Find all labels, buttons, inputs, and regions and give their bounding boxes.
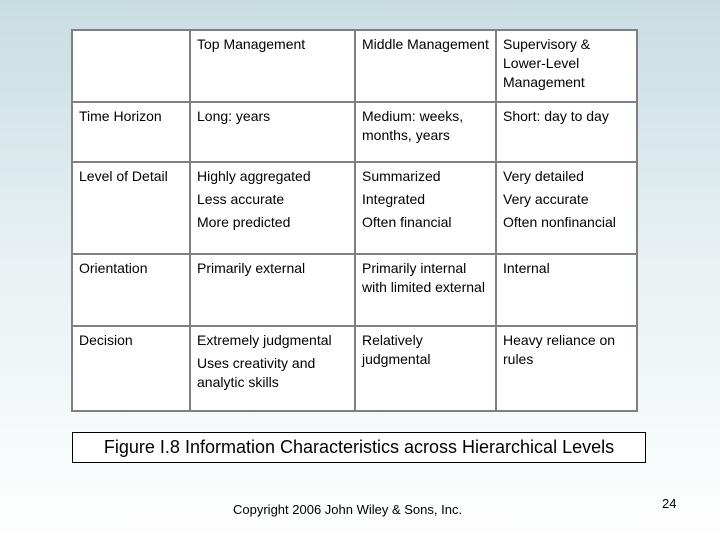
cell-line: Internal [503,260,550,276]
cell-line: Medium: weeks, months, years [362,108,464,143]
cell-line: Integrated [362,191,426,207]
row-label: Decision [72,326,190,411]
table-cell [496,326,637,411]
cell-line: Often financial [362,214,452,230]
cell-line: Often nonfinancial [503,214,616,230]
copyright-text: Copyright 2006 John Wiley & Sons, Inc. [233,502,463,517]
table-cell [355,326,496,411]
table-cell [190,162,355,254]
table-cell [190,102,355,162]
row-label: Time Horizon [72,102,190,162]
table-cell [190,254,355,326]
cell-line: Summarized [362,168,441,184]
cell-line: Very accurate [503,191,589,207]
cell-line: Extremely judgmental [197,332,332,348]
header-cell-middle-management: Middle Management [355,30,496,102]
cell-line: Less accurate [197,191,285,207]
table-cell [190,326,355,411]
page-number: 24 [662,496,677,511]
table-cell [496,102,637,162]
cell-line: Highly aggregated [197,168,311,184]
cell-line: Relatively judgmental [362,332,431,367]
cell-line: Short: day to day [503,108,609,124]
table-cell [496,162,637,254]
table-cell [355,254,496,326]
table-header-row [72,30,637,102]
table-row [72,102,637,162]
row-label: Orientation [72,254,190,326]
cell-line: Primarily internal with limited external [362,260,485,295]
cell-line: More predicted [197,214,291,230]
cell-line: Uses creativity and analytic skills [197,355,316,390]
figure-caption: Figure I.8 Information Characteristics across Hierarchical Levels [72,432,646,463]
table-cell [355,102,496,162]
information-characteristics-table [71,29,638,412]
header-cell-supervisory-management: Supervisory & Lower-Level Management [496,30,637,102]
table-cell [355,162,496,254]
table-row [72,326,637,411]
table-cell [496,254,637,326]
cell-line: Long: years [197,108,271,124]
header-cell-top-management: Top Management [190,30,355,102]
cell-line: Primarily external [197,260,306,276]
header-cell-empty [72,30,190,102]
cell-line: Heavy reliance on rules [503,332,616,367]
row-label: Level of Detail [72,162,190,254]
cell-line: Very detailed [503,168,584,184]
table-row [72,254,637,326]
table-row [72,162,637,254]
